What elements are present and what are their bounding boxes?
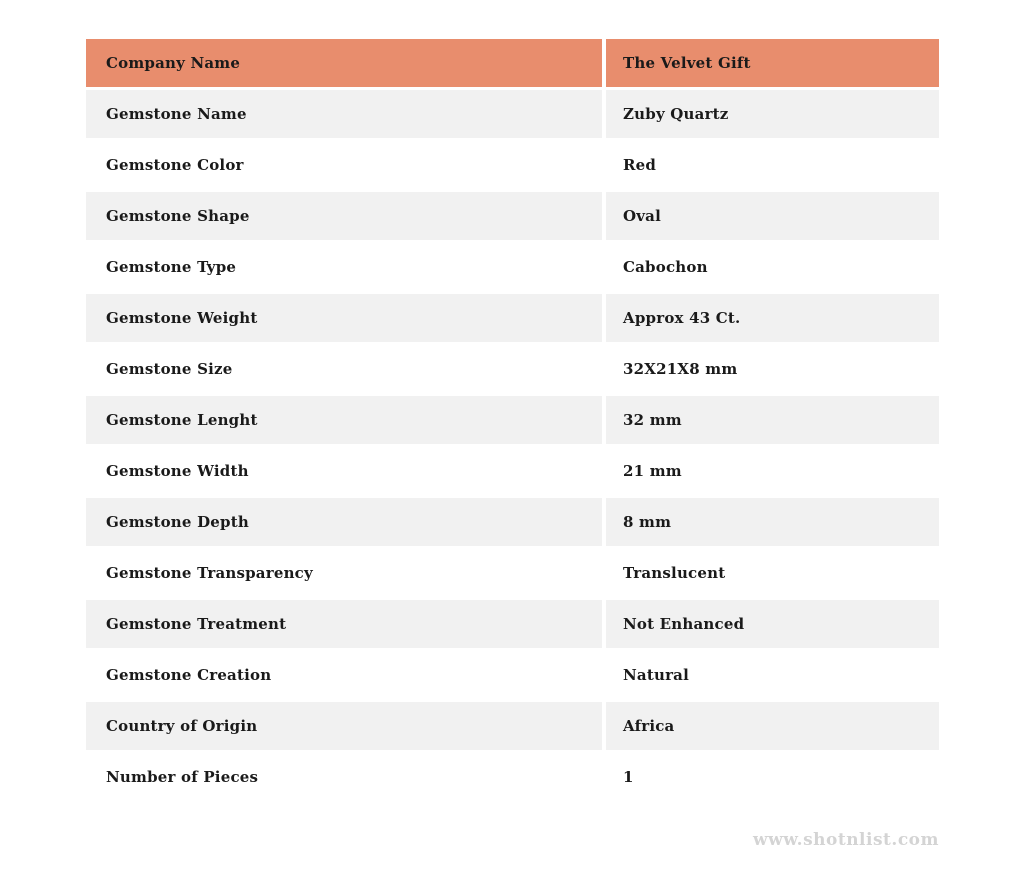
header-label: Company Name [86, 39, 602, 87]
row-value: Red [606, 141, 939, 189]
table-row [86, 651, 939, 699]
row-label: Gemstone Width [86, 447, 602, 495]
table-row [86, 345, 939, 393]
row-label: Gemstone Depth [86, 498, 602, 546]
table-row [86, 702, 939, 750]
table-row [86, 396, 939, 444]
row-value: 1 [606, 753, 939, 801]
row-label: Gemstone Transparency [86, 549, 602, 597]
table-row [86, 753, 939, 801]
row-value: Not Enhanced [606, 600, 939, 648]
row-label: Country of Origin [86, 702, 602, 750]
row-value: Africa [606, 702, 939, 750]
row-label: Gemstone Treatment [86, 600, 602, 648]
row-value: Cabochon [606, 243, 939, 291]
row-label: Number of Pieces [86, 753, 602, 801]
header-value: The Velvet Gift [606, 39, 939, 87]
row-value: 32 mm [606, 396, 939, 444]
table-row [86, 192, 939, 240]
row-label: Gemstone Creation [86, 651, 602, 699]
row-label: Gemstone Color [86, 141, 602, 189]
row-value: Natural [606, 651, 939, 699]
row-label: Gemstone Name [86, 90, 602, 138]
table-row [86, 90, 939, 138]
row-label: Gemstone Size [86, 345, 602, 393]
table-row [86, 549, 939, 597]
table-row [86, 294, 939, 342]
gemstone-spec-table [86, 39, 939, 804]
row-label: Gemstone Type [86, 243, 602, 291]
row-value: Approx 43 Ct. [606, 294, 939, 342]
table-row [86, 498, 939, 546]
row-value: Zuby Quartz [606, 90, 939, 138]
table-header-row [86, 39, 939, 87]
table-row [86, 243, 939, 291]
row-value: Oval [606, 192, 939, 240]
watermark-text: www.shotnlist.com [752, 830, 939, 850]
row-value: 32X21X8 mm [606, 345, 939, 393]
row-value: Translucent [606, 549, 939, 597]
row-label: Gemstone Shape [86, 192, 602, 240]
table-row [86, 141, 939, 189]
row-value: 8 mm [606, 498, 939, 546]
table-row [86, 447, 939, 495]
row-value: 21 mm [606, 447, 939, 495]
row-label: Gemstone Lenght [86, 396, 602, 444]
row-label: Gemstone Weight [86, 294, 602, 342]
table-row [86, 600, 939, 648]
